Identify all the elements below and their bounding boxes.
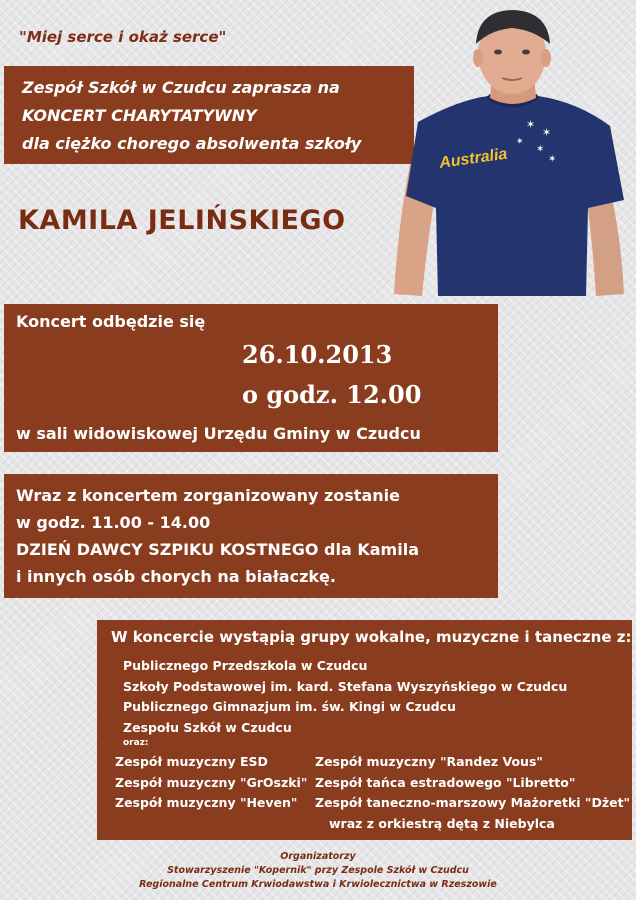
school-item: Publicznego Przedszkola w Czudcu bbox=[123, 658, 368, 673]
group-item: Zespół muzyczny "Randez Vous" bbox=[315, 754, 543, 769]
concert-date: 26.10.2013 bbox=[242, 340, 393, 369]
organizers-label: Organizatorzy bbox=[280, 851, 356, 862]
organizer-line: Stowarzyszenie "Kopernik" przy Zespole Szkół w Czudcu bbox=[167, 865, 469, 876]
donor-day-box bbox=[4, 474, 498, 598]
svg-text:✶: ✶ bbox=[542, 126, 552, 139]
invitation-line: Zespół Szkół w Czudcu zaprasza na bbox=[22, 78, 340, 97]
performers-box bbox=[97, 620, 632, 840]
group-item: Zespół muzyczny "GrOszki" bbox=[115, 774, 308, 790]
concert-intro: Koncert odbędzie się bbox=[16, 312, 206, 331]
schools-list bbox=[123, 656, 624, 738]
group-item: Zespół muzyczny ESD bbox=[115, 754, 268, 769]
invitation-line: KONCERT CHARYTATYWNY bbox=[22, 106, 257, 125]
school-item: Zespołu Szkół w Czudcu bbox=[123, 719, 292, 735]
tshirt bbox=[406, 96, 624, 296]
invitation-box bbox=[4, 66, 414, 164]
motto: "Miej serce i okaż serce" bbox=[19, 28, 227, 46]
school-item: Publicznego Gimnazjum im. św. Kingi w Czudcu bbox=[123, 699, 456, 714]
concert-venue: w sali widowiskowej Urzędu Gminy w Czudcu bbox=[16, 424, 421, 443]
group-item: Zespół tańca estradowego "Libretto" bbox=[315, 774, 576, 790]
right-eye bbox=[522, 50, 530, 55]
left-eye bbox=[494, 50, 502, 55]
svg-text:✶: ✶ bbox=[548, 154, 557, 165]
shirt-print: Australia bbox=[438, 145, 509, 172]
donor-day-line: DZIEŃ DAWCY SZPIKU KOSTNEGO dla Kamila bbox=[16, 540, 419, 559]
donor-day-line: Wraz z koncertem zorganizowany zostanie bbox=[16, 486, 400, 505]
organizer-line: Regionalne Centrum Krwiodawstwa i Krwiolecznictwa w Rzeszowie bbox=[139, 879, 497, 890]
concert-time: o godz. 12.00 bbox=[242, 380, 422, 409]
group-item: Zespół muzyczny "Heven" bbox=[115, 795, 298, 810]
concert-box bbox=[4, 304, 498, 452]
organizers-footer bbox=[0, 850, 636, 892]
donor-day-line: i innych osób chorych na białaczkę. bbox=[16, 567, 336, 586]
school-item: Szkoły Podstawowej im. kard. Stefana Wyszyńskiego w Czudcu bbox=[123, 678, 568, 694]
honoree-photo bbox=[388, 4, 632, 300]
left-ear bbox=[473, 49, 483, 67]
group-item: wraz z orkiestrą dętą z Niebylca bbox=[329, 815, 555, 831]
honoree-name: KAMILA JELIŃSKIEGO bbox=[18, 205, 346, 236]
svg-text:✶: ✶ bbox=[516, 137, 524, 147]
performers-heading: W koncercie wystąpią grupy wokalne, muzyczne i taneczne z: bbox=[111, 628, 632, 646]
groups-right-column bbox=[315, 752, 630, 834]
invitation-line: dla ciężko chorego absolwenta szkoły bbox=[22, 134, 362, 153]
groups-left-column bbox=[115, 752, 307, 814]
donor-day-line: w godz. 11.00 - 14.00 bbox=[16, 513, 211, 532]
group-item: Zespół taneczno-marszowy Mażoretki "Dżet" bbox=[315, 795, 631, 810]
right-ear bbox=[541, 49, 551, 67]
svg-text:✶: ✶ bbox=[536, 144, 545, 155]
svg-text:✶: ✶ bbox=[526, 118, 536, 131]
also-label: oraz: bbox=[123, 738, 149, 748]
